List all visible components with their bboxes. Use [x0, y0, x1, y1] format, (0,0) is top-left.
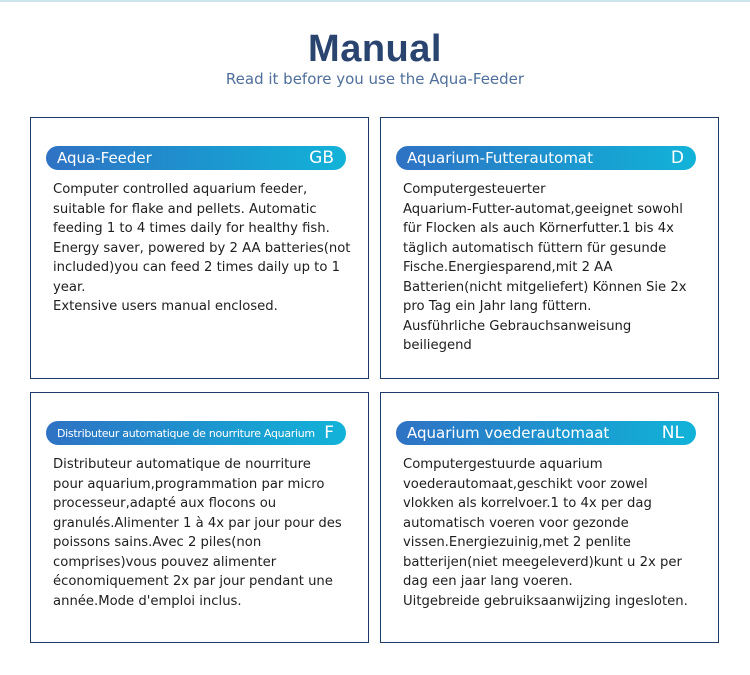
top-divider: [0, 0, 750, 2]
card-nl-title: Aquarium voederautomaat: [407, 424, 610, 442]
card-d-title: Aquarium-Futterautomat: [407, 149, 593, 167]
card-gb-description: Computer controlled aquarium feeder, suitable for flake and pellets. Automatic feeding 1 to 4 times daily for healthy fish. Energy saver, powered by 2 AA batteries(not included)you can feed 2 times daily up to 1 year. Extensive users manual enclosed.: [53, 182, 351, 314]
card-f-description: Distributeur automatique de nourriture pour aquarium,programmation par micro processeur,adapté aux flocons ou granulés.Alimenter 1 à 4x par jour pour des poissons sains.Avec 2 piles(non comprises)vous pouvez alimenter économiquement 2x par jour pendant une année.Mode d'emploi inclus.: [53, 457, 342, 609]
card-gb: [30, 117, 369, 379]
page-title: Manual: [308, 28, 442, 70]
card-nl-language-tag: NL: [661, 423, 684, 443]
card-gb-header: [46, 146, 346, 170]
card-d-description: Computergesteuerter Aquarium-Futter-automat,geeignet sowohl für Flocken als auch Körnerfutter.1 bis 4x täglich automatisch füttern für gesunde Fische.Energiesparend,mit 2 AA Batterien(nicht mitgeliefert) Können Sie 2x pro Tag ein Jahr lang füttern. Ausführliche Gebrauchsanweisung beiliegend: [403, 182, 687, 353]
card-d-language-tag: D: [670, 148, 684, 168]
card-f-header: [46, 421, 346, 445]
card-nl-description: Computergestuurde aquarium voederautomaat,geschikt voor zowel vlokken als korrelvoer.1 to 4x per dag automatisch voeren voor gezonde vissen.Energiezuinig,met 2 penlite batterijen(niet meegeleverd)kunt u 2x per dag een jaar lang voeren. Uitgebreide gebruiksaanwijzing ingesloten.: [403, 457, 688, 609]
card-gb-title: Aqua-Feeder: [57, 149, 152, 167]
card-nl-header: [396, 421, 696, 445]
card-nl: [380, 392, 719, 643]
card-f: [30, 392, 369, 643]
card-gb-language-tag: GB: [309, 148, 334, 168]
card-f-language-tag: F: [324, 423, 334, 443]
card-d: [380, 117, 719, 379]
card-d-header: [396, 146, 696, 170]
card-f-title: Distributeur automatique de nourriture Aquarium: [57, 426, 315, 440]
page-subtitle: Read it before you use the Aqua-Feeder: [225, 70, 525, 88]
